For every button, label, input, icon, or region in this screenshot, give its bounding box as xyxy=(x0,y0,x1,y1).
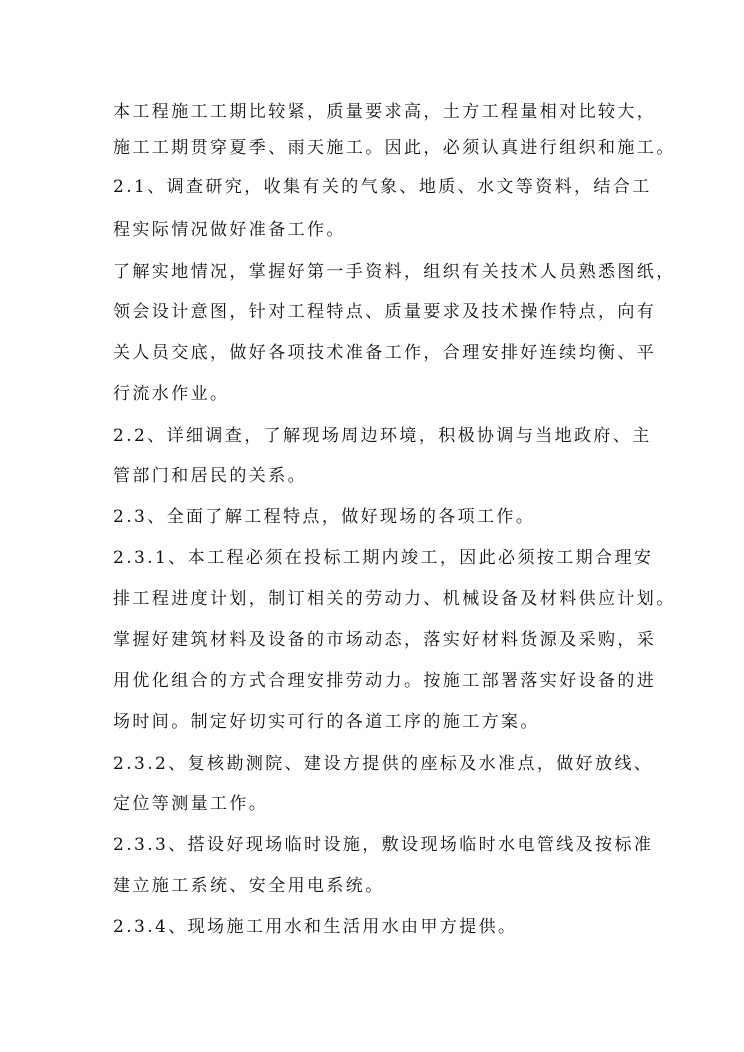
text-line: 定位等测量工作。 xyxy=(113,794,269,814)
text-line: 本工程施工工期比较紧，质量要求高，土方工程量相对比较大， xyxy=(113,102,657,122)
text-line: 2.3.3、搭设好现场临时设施，敷设现场临时水电管线及按标准 xyxy=(113,835,654,855)
text-line: 2.2、详细调查，了解现场周边环境，积极协调与当地政府、主 xyxy=(113,426,652,446)
text-line: 程实际情况做好准备工作。 xyxy=(113,220,346,240)
text-line: 场时间。制定好切实可行的各道工序的施工方案。 xyxy=(113,712,540,732)
text-line: 领会设计意图，针对工程特点、质量要求及技术操作特点，向有 xyxy=(113,302,657,322)
text-line: 2.3.1、本工程必须在投标工期内竣工，因此必须按工期合理安 xyxy=(113,548,654,568)
text-line: 管部门和居民的关系。 xyxy=(113,466,307,486)
text-line: 施工工期贯穿夏季、雨天施工。因此，必须认真进行组织和施工。 xyxy=(113,138,676,158)
text-line: 2.1、调查研究，收集有关的气象、地质、水文等资料，结合工 xyxy=(113,177,652,197)
text-line: 建立施工系统、安全用电系统。 xyxy=(113,876,385,896)
text-line: 了解实地情况，掌握好第一手资料，组织有关技术人员熟悉图纸， xyxy=(113,262,676,282)
text-line: 用优化组合的方式合理安排劳动力。按施工部署落实好设备的进 xyxy=(113,671,657,691)
text-line: 排工程进度计划，制订相关的劳动力、机械设备及材料供应计划。 xyxy=(113,589,676,609)
text-line: 行流水作业。 xyxy=(113,384,230,404)
text-line: 2.3.4、现场施工用水和生活用水由甲方提供。 xyxy=(113,917,518,937)
text-line: 关人员交底，做好各项技术准备工作，合理安排好连续均衡、平 xyxy=(113,343,657,363)
text-line: 2.3、全面了解工程特点，做好现场的各项工作。 xyxy=(113,507,536,527)
text-line: 2.3.2、复核勘测院、建设方提供的座标及水准点，做好放线、 xyxy=(113,754,654,774)
text-line: 掌握好建筑材料及设备的市场动态，落实好材料货源及采购，采 xyxy=(113,630,657,650)
